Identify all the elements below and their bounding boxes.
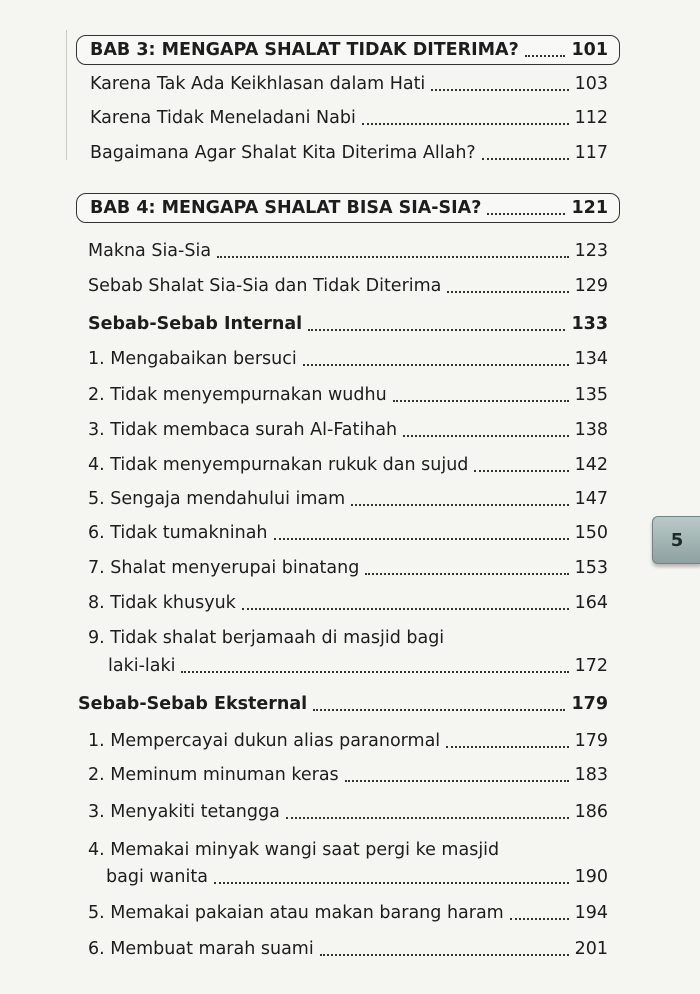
entry-title: Karena Tak Ada Keikhlasan dalam Hati: [90, 74, 426, 94]
toc-entry[interactable]: [88, 730, 608, 752]
entry-title: 6. Membuat marah suami: [88, 939, 314, 959]
toc-entry[interactable]: [88, 275, 608, 297]
toc-entry-continued[interactable]: [106, 866, 608, 888]
leader-dots: [320, 954, 569, 956]
entry-page: 201: [574, 939, 608, 959]
entry-title: 4. Tidak menyempurnakan rukuk dan sujud: [88, 455, 469, 475]
leader-dots: [214, 882, 569, 884]
leader-dots: [447, 291, 568, 293]
toc-entry[interactable]: [88, 454, 608, 476]
entry-title: Bagaimana Agar Shalat Kita Diterima Allah?: [90, 143, 476, 163]
toc-entry[interactable]: [88, 488, 608, 510]
entry-page: 150: [574, 523, 608, 543]
leader-dots: [482, 158, 569, 160]
section-internal-title: Sebab-Sebab Internal: [88, 314, 303, 334]
leader-dots: [303, 364, 569, 366]
toc-entry[interactable]: [88, 522, 608, 544]
leader-dots: [217, 256, 569, 258]
leader-dots: [474, 470, 568, 472]
leader-dots: [242, 608, 569, 610]
chapter-4-entry[interactable]: [90, 197, 608, 219]
entry-title: 6. Tidak tumakninah: [88, 523, 268, 543]
toc-entry[interactable]: [90, 107, 608, 129]
toc-entry[interactable]: [88, 240, 608, 262]
section-internal-entry[interactable]: [88, 313, 608, 335]
entry-page: 142: [574, 455, 608, 475]
leader-dots: [345, 780, 569, 782]
entry-title: 8. Tidak khusyuk: [88, 593, 236, 613]
leader-dots: [525, 55, 566, 57]
entry-title: 2. Meminum minuman keras: [88, 765, 339, 785]
entry-page: 112: [574, 108, 608, 128]
section-internal-page: 133: [571, 314, 608, 334]
chapter-4-page: 121: [571, 198, 608, 218]
entry-title: 7. Shalat menyerupai binatang: [88, 558, 360, 578]
leader-dots: [403, 435, 568, 437]
entry-page: 129: [574, 276, 608, 296]
leader-dots: [274, 538, 569, 540]
entry-page: 103: [574, 74, 608, 94]
entry-title: 3. Tidak membaca surah Al-Fatihah: [88, 420, 398, 440]
entry-page: 117: [574, 143, 608, 163]
section-external-page: 179: [571, 694, 608, 714]
entry-page: 153: [574, 558, 608, 578]
leader-dots: [446, 746, 568, 748]
toc-entry[interactable]: [88, 764, 608, 786]
entry-title: 1. Mempercayai dukun alias paranormal: [88, 731, 441, 751]
entry-title-line2: laki-laki: [108, 656, 176, 676]
entry-title: Karena Tidak Meneladani Nabi: [90, 108, 356, 128]
entry-page: 147: [574, 489, 608, 509]
entry-page: 183: [574, 765, 608, 785]
chapter-3-entry[interactable]: [90, 39, 608, 61]
entry-page: 172: [574, 656, 608, 676]
entry-title: 5. Memakai pakaian atau makan barang haram: [88, 903, 504, 923]
toc-entry[interactable]: [88, 801, 608, 823]
toc-entry[interactable]: [88, 384, 608, 406]
entry-page: 194: [574, 903, 608, 923]
section-external-entry[interactable]: [78, 693, 608, 715]
entry-title: 1. Mengabaikan bersuci: [88, 349, 297, 369]
entry-page: 134: [574, 349, 608, 369]
entry-title: 2. Tidak menyempurnakan wudhu: [88, 385, 387, 405]
entry-page: 186: [574, 802, 608, 822]
leader-dots: [393, 400, 569, 402]
leader-dots: [431, 89, 568, 91]
toc-entry[interactable]: [90, 142, 608, 164]
entry-title: 3. Menyakiti tetangga: [88, 802, 280, 822]
entry-title-line2: bagi wanita: [106, 867, 208, 887]
leader-dots: [313, 709, 565, 711]
entry-title: Makna Sia-Sia: [88, 241, 212, 261]
entry-page: 135: [574, 385, 608, 405]
entry-page: 164: [574, 593, 608, 613]
entry-title: Sebab Shalat Sia-Sia dan Tidak Diterima: [88, 276, 442, 296]
leader-dots: [510, 918, 569, 920]
leader-dots: [351, 504, 568, 506]
leader-dots: [362, 123, 569, 125]
chapter-4-title: BAB 4: MENGAPA SHALAT BISA SIA-SIA?: [90, 198, 482, 218]
leader-dots: [286, 817, 569, 819]
toc-entry[interactable]: [90, 73, 608, 95]
entry-title-line1[interactable]: 9. Tidak shalat berjamaah di masjid bagi: [88, 628, 445, 648]
toc-entry[interactable]: [88, 557, 608, 579]
chapter-3-title: BAB 3: MENGAPA SHALAT TIDAK DITERIMA?: [90, 40, 519, 60]
chapter-side-tab-number: 5: [670, 529, 684, 551]
entry-page: 190: [574, 867, 608, 887]
chapter-side-tab: [652, 516, 700, 564]
margin-rule: [66, 30, 67, 160]
toc-entry[interactable]: [88, 592, 608, 614]
chapter-3-page: 101: [571, 40, 608, 60]
entry-page: 123: [574, 241, 608, 261]
toc-entry-continued[interactable]: [108, 655, 608, 677]
leader-dots: [181, 671, 568, 673]
toc-entry[interactable]: [88, 419, 608, 441]
entry-title: 5. Sengaja mendahului imam: [88, 489, 346, 509]
entry-page: 179: [574, 731, 608, 751]
entry-page: 138: [574, 420, 608, 440]
leader-dots: [365, 573, 568, 575]
leader-dots: [308, 329, 565, 331]
toc-entry[interactable]: [88, 938, 608, 960]
entry-title-line1[interactable]: 4. Memakai minyak wangi saat pergi ke masjid: [88, 840, 500, 860]
toc-entry[interactable]: [88, 348, 608, 370]
section-external-title: Sebab-Sebab Eksternal: [78, 694, 308, 714]
leader-dots: [487, 213, 565, 215]
toc-entry[interactable]: [88, 902, 608, 924]
